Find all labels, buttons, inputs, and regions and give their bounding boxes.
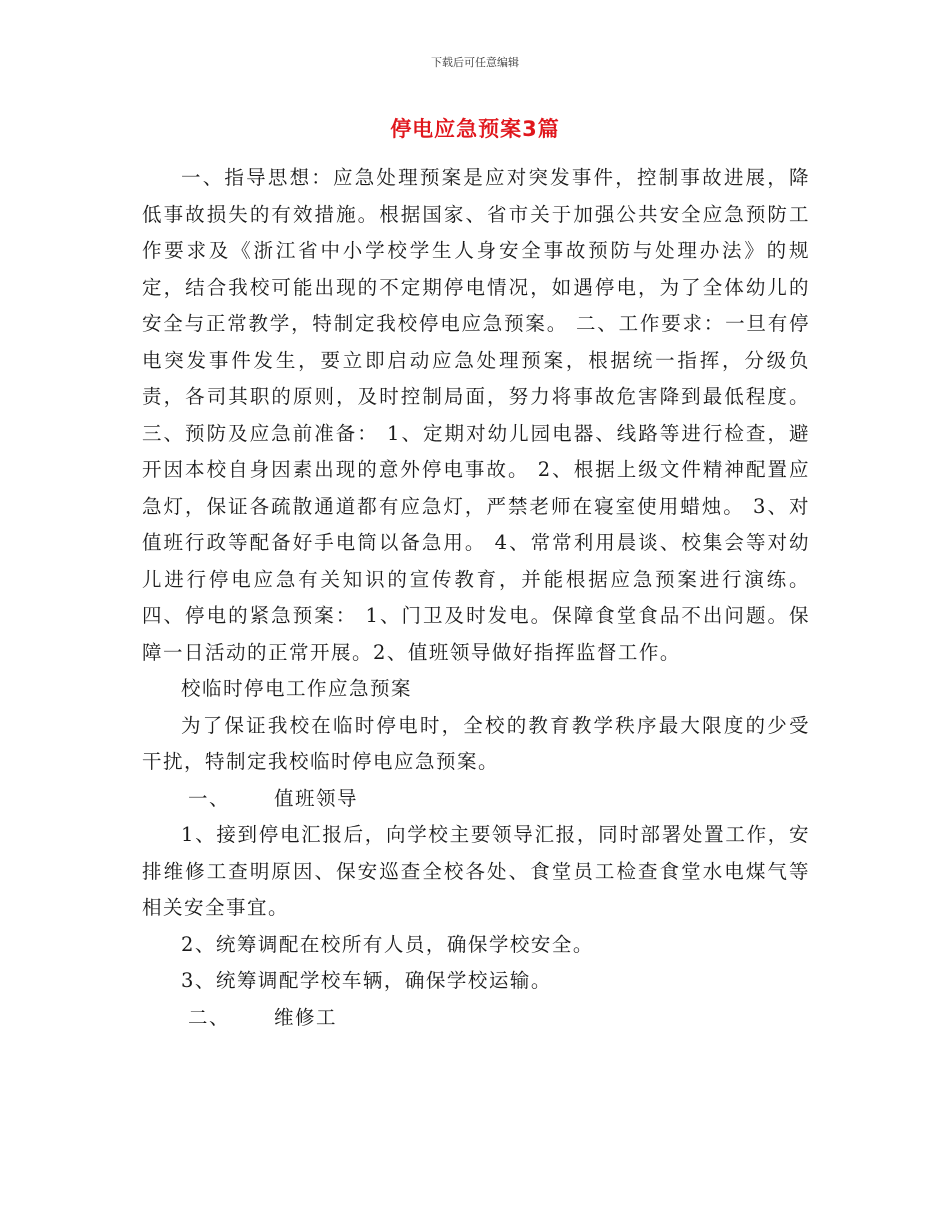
paragraph-intro: 为了保证我校在临时停电时，全校的教育教学秩序最大限度的少受干扰，特制定我校临时停电应急预案。 <box>142 713 810 773</box>
paragraph-subtitle: 校临时停电工作应急预案 <box>181 677 413 700</box>
header-note: 下载后可任意编辑 <box>431 56 519 69</box>
document-title: 停电应急预案3篇 <box>390 117 560 141</box>
section-heading-2 <box>142 1000 810 1037</box>
paragraph-item-2: 2、统筹调配在校所有人员，确保学校安全。 <box>181 932 594 956</box>
section-number: 二、 <box>188 1005 231 1029</box>
paragraph-guidance: 一、指导思想：应急处理预案是应对突发事件，控制事故进展，降低事故损失的有效措施。根据国家、省市关于加强公共安全应急预防工作要求及《浙江省中小学校学生人身安全事故预防与处理办法》的规定，结合我校可能出现的不定期停电情况，如遇停电，为了全体幼儿的安全与正常教学，特制定我校停电应急预案。 二、工作要求：一旦有停电突发事件发生，要立即启动应急处理预案，根据统一指挥，分级负责，各司其职的原则，及时控制局面，努力将事故危害降到最低程度。 三、预防及应急前准备： 1、定期对幼儿园电器、线路等进行检查，避开因本校自身因素出现的意外停电事故。 2、根据上级文件精神配置应急灯，保证各疏散通道都有应急灯，严禁老师在寝室使用蜡烛。 3、对值班行政等配备好手电筒以备急用。 4、常常利用晨谈、校集会等对幼儿进行停电应急有关知识的宣传教育，并能根据应急预案进行演练。 四、停电的紧急预案： 1、门卫及时发电。保障食堂食品不出问题。保障一日活动的正常开展。2、值班领导做好指挥监督工作。 <box>142 166 810 664</box>
paragraph-item-3: 3、统筹调配学校车辆，确保学校运输。 <box>181 969 552 992</box>
section-title: 值班领导 <box>274 786 359 810</box>
paragraph-item-1: 1、接到停电汇报后，向学校主要领导汇报，同时部署处置工作，安排维修工查明原因、保安巡查全校各处、食堂员工检查食堂水电煤气等相关安全事宜。 <box>142 823 810 919</box>
section-title: 维修工 <box>274 1005 338 1029</box>
section-number: 一、 <box>188 786 231 810</box>
section-heading-1 <box>142 781 810 818</box>
document-body <box>142 160 810 1036</box>
